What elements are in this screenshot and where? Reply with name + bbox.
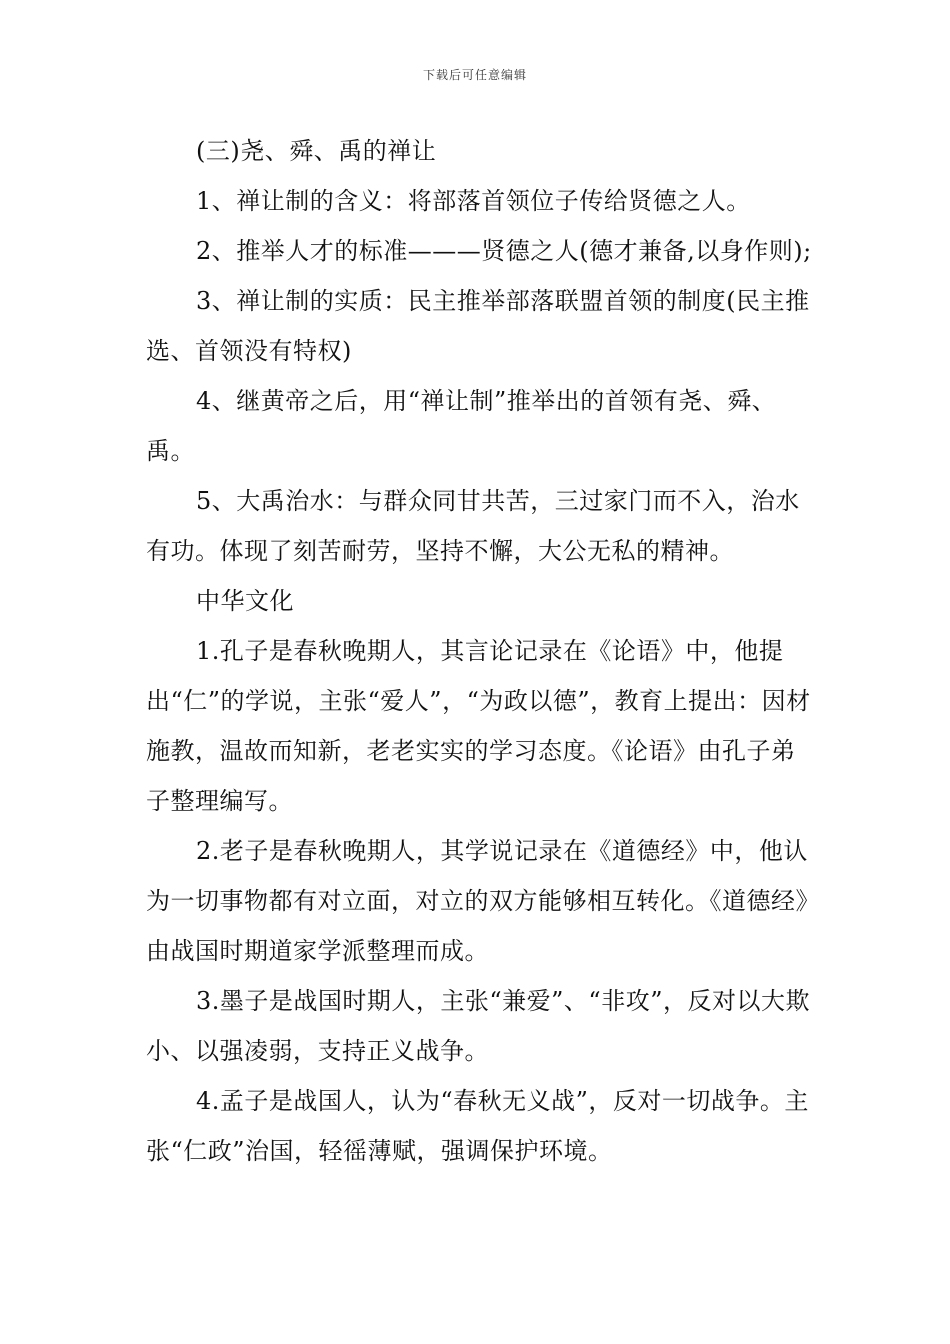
paragraph-successors: 4、继黄帝之后，用“禅让制”推举出的首领有尧、舜、禹。 [146,387,777,465]
paragraph-mencius: 4.孟子是战国人，认为“春秋无义战”，反对一切战争。主张“仁政”治国，轻徭薄赋，强调保护环境。 [146,1087,809,1165]
paragraph-laozi: 2.老子是春秋晚期人，其学说记录在《道德经》中，他认为一切事物都有对立面，对立的双方能够相互转化。《道德经》由战国时期道家学派整理而成。 [146,837,808,965]
document-body [146,126,812,1176]
section-heading-chinese-culture: 中华文化 [196,587,294,615]
page-header-note: 下载后可任意编辑 [422,68,527,82]
paragraph-shanrang-meaning: 1、禅让制的含义：将部落首领位子传给贤德之人。 [196,187,751,215]
paragraph-confucius: 1.孔子是春秋晚期人，其言论记录在《论语》中，他提出“仁”的学说，主张“爱人”，“为政以德”，教育上提出：因材施教，温故而知新，老老实实的学习态度。《论语》由孔子弟子整理编写。 [146,637,811,815]
paragraph-dayu-flood-control: 5、大禹治水：与群众同甘共苦，三过家门而不入，治水有功。体现了刻苦耐劳，坚持不懈，大公无私的精神。 [146,487,800,565]
section-heading-shanrang: (三)尧、舜、禹的禅让 [196,137,437,165]
paragraph-talent-standard: 2、推举人才的标准———贤德之人(德才兼备,以身作则); [196,237,812,265]
paragraph-mozi: 3.墨子是战国时期人，主张“兼爱”、“非攻”，反对以大欺小、以强凌弱，支持正义战争。 [146,987,810,1065]
paragraph-shanrang-essence: 3、禅让制的实质：民主推举部落联盟首领的制度(民主推选、首领没有特权) [146,287,810,365]
